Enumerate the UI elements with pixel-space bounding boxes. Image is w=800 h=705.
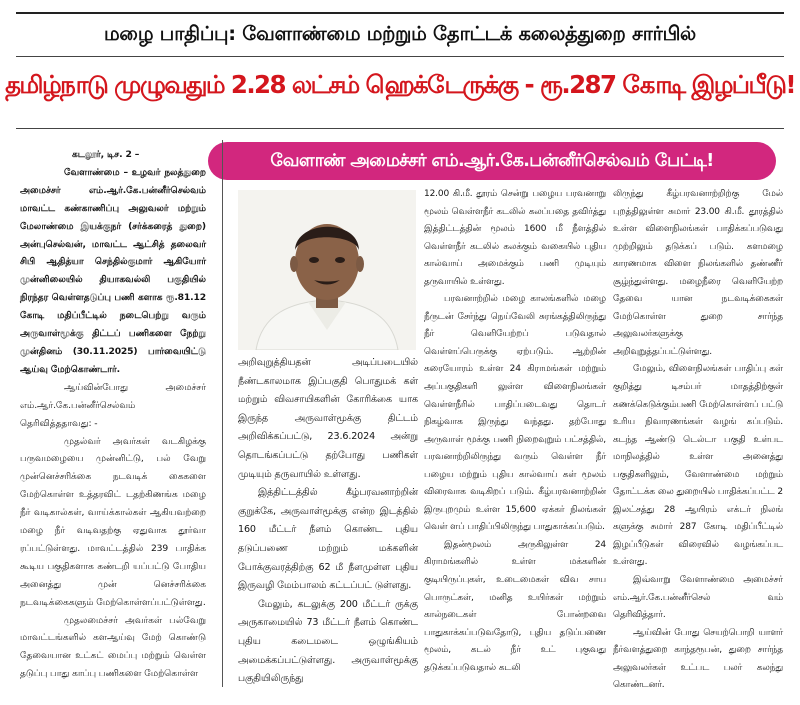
top-rule [16, 12, 784, 14]
article-paragraph: இதன்மூலம் அருகிலுள்ள 24 கிராமங்களில் உள்ள மக்களின் குடியிருப்புகள், உடைமைகள் விவ சாய பொருட்கள், மனித உயிர்கள் மற்றும் கால்நடைகள் போன்றவை பாதுகாக்கப்படுவதோடு, புதிய தடுப்பணை மூலம், கடல் நீர் உட் புகுவது தடுக்கப்படுவதால் கடலி [424, 539, 606, 673]
kicker-headline: மழை பாதிப்பு: வேளாண்மை மற்றும் தோட்டக் கலைத்துறை சார்பில் [104, 22, 696, 45]
kicker-rule [16, 56, 784, 57]
article-column-1 [20, 146, 206, 683]
minister-photo [238, 190, 416, 350]
article-paragraph: மேலும், விளைநிலங்கள் பாதிப்பு கள் குறித்து டிசம்பர் மாதத்திற்குள் கணக்கெடுக்கும்பணி மேற்கொள்ளப் பட்டு உரிய நிவாரணங்கள் வழங் கப்படும். கடந்த ஆண்டு டெல்டா பகுதி உள்பட மாநிலத்தில் உள்ள அனைத்து பகுதிகளிலும், வேளாண்மை மற்றும் தோட்டக்க லை துறையில் பாதிக்கப்பட்ட 2 இலட்சத்து 28 ஆயிரம் எக்டர் நிலங் களுக்கு சுமார் 287 கோடி மதிப்பீட்டில் இழப்பீடுகள் விரைவில் வழங்கப்பட உள்ளது. [613, 364, 783, 568]
article-paragraph: ஆய்வின் போது செயற்பொறி யாளர் நீர்வளத்துறை காந்தரூபன், துறை சார்ந்த அலுவலர்கள் உட்பட பலர் கலந்து கொண்டனர். [613, 627, 783, 691]
headline-rule [16, 128, 784, 129]
quote-banner: வேளாண் அமைச்சர் எம்.ஆர்.கே.பன்னீர்செல்வம் பேட்டி! [208, 142, 776, 180]
article-column-4 [613, 186, 783, 695]
dateline: கடலூர், டிச. 2 – [72, 149, 140, 160]
article-paragraph: வேளாண்மை – உழவர் நலத்துறை அமைச்சர் எம்.ஆர்.கே.பன்னீர்செல்வம் மாவட்ட கண்காணிப்பு அலுவலர் மற்றும் மேலாண்மை இயக்குநர் (சர்க்கரைத் துறை) அன்புசெல்வன், மாவட்ட ஆட்சித் தலைவர் சிபி ஆதித்யா செந்தில்குமார் ஆகியோர் முன்னிலையில் தியாகவல்லி பகுதியில் நிரந்தர வெள்ளதடுப்பு பணி களாக ரூ.81.12 கோடி மதிப்பீட்டில் நடைபெற்று வரும் அருவாள்மூக்கு திட்டப் பணிகளை நேற்று முன்தினம் (30.11.2025) பார்வையிட்டு ஆய்வு மேற்கொண்டார். [20, 166, 206, 375]
main-headline: தமிழ்நாடு முழுவதும் 2.28 லட்சம் ஹெக்டேருக்கு - ரூ.287 கோடி இழப்பீடு! [5, 70, 795, 99]
article-paragraph: இத்திட்டத்தில் கீழ்பரவனாற்றின் குறுக்கே, அருவாள்மூக்கு என்ற இடத்தில் 160 மீட்டர் நீளம் கொண்ட புதிய தடுப்பணை மற்றும் மக்களின் போக்குவரத்திற்கு 62 மீ நீளமுள்ள புதிய இருவழி மேம்பாலம் கட்டப்பட் டுள்ளது. [238, 487, 418, 592]
column-divider [222, 140, 223, 687]
article-paragraph: 12.00 கி.மீ. தூரம் சென்று பழைய பரவனாறு மூலம் வெள்ளநீர் கடலில் கலப்பதை தவிர்த்து இத்திட்டத்தின் மூலம் 1600 மீ நீளத்தில் வெள்ளநீர் கடலில் கலக்கும் வகையில் புதிய கால்வாய் அமைக்கும் பணி முடியும் தருவாயில் உள்ளது. [424, 189, 606, 287]
article-paragraph: முதலமைச்சர் அவர்கள் பல்வேறு மாவட்டங்களில் களஆய்வு மேற் கொண்டு தேவையான உட்கட் மைப்பு மற்றும் வெள்ள தடுப்பு பாது காப்பு பணிகளை மேற்கொள்ள [20, 614, 206, 680]
article-paragraph: இவ்வாறு வேளாண்மை அமைச்சர் எம்.ஆர்.கே.பன்னீர்செல் வம் தெரிவித்தார். [613, 575, 783, 621]
article-paragraph: மேலும், கடலுக்கு 200 மீட்டர் ருக்கு அருகாமையில் 73 மீட்டர் நீளம் கொண்ட புதிய கடைமடை ஒழுங்கியம் அமைக்கப்பட்டுள்ளது. அருவாள்மூக்கு பகுதியிலிருந்து [238, 598, 418, 685]
article-paragraph: முதல்வர் அவர்கள் வடகிழக்கு பருவமழையை முன்னிட்டு, பல் வேறு முன்னெச்சரிக்கை நடவடிக் கைகளை மேற்கொள்ள உத்தரவிட் டதற்கிணங்க மழை நீர் வடிகால்கள், வாய்க்கால்கள் ஆகியவற்றை மழை நீர் வடிவதற்கு ஏதுவாக தூர்வா ரப்பட்டுள்ளது. மாவட்டத்தில் 239 பாதிக்க கூடிய பகுதிகளாக கண்டறி யப்பட்டு போதிய அனைத்து முன் னெச்சரிக்கை நடவடிக்கைகளும் மேற்கொள்ளப்பட்டுள்ளது. [20, 435, 206, 608]
article-paragraph: அறிவுறுத்தியதன் அடிப்படையில் நீண்டகாலமாக இப்பகுதி பொதுமக் கள் மற்றும் விவசாயிகளின் கோரிக்கை யாக இருந்த அருவாள்மூக்கு திட்டம் அறிவிக்கப்பட்டு, 23.6.2024 அன்று தொடங்கப்பட்டு தற்போது பணிகள் முடியும் தருவாயில் உள்ளது. [238, 357, 418, 480]
portrait-image [238, 190, 416, 350]
article-column-2 [238, 354, 418, 689]
article-paragraph: லிருந்து கீழ்பரவனாற்றிற்கு மேல் புறத்திலுள்ள சுமார் 23.00 கி.மீ. தூரத்தில் உள்ள விளைநிலங்கள் பாதிக்கப்படுவது முற்றிலும் தடுக்கப் படும். களமழை காரணமாக விளை நிலங்களில் தண்ணீர் சூழ்ந்துள்ளது. மழைநீரை வெளியேற்ற தேவை யான நடவடிக்கைகள் மேற்கொள்ள துறை சார்ந்த அலுவலர்களுக்கு அறிவுறுத்தப்பட்டுள்ளது. [613, 189, 783, 357]
article-paragraph: பரவனாற்றில் மழை காலங்களில் மழை நீருடன் சேர்ந்து நெய்வேலி சுரங்கத்திலிருந்து நீர் வெளியேற்றப் படுவதால் வெள்ளப்பெருக்கு ஏற்படும். ஆற்றின் கரையோரம் உள்ள 24 கிராமங்கள் மற்றும் அப்பகுதிகளி லுள்ள விளைநிலங்கள் வெள்ளநீரில் பாதிப்படைவது தொடர் நிகழ்வாக இருந்து வந்தது. தற்போது அருவாள் மூக்கு பணி நிறைவுறும் பட்சத்தில், பரவனாற்றிலிருந்து வரும் வெள்ள நீர் பழைய மற்றும் புதிய கால்வாய் கள் மூலம் விரைவாக வடிகிறப் படும். கீழ்பரவனாற்றின் இருபுறமும் உள்ள 15,600 ஏக்கர் நிலங்கள் வெள் ளப் பாதிப்பிலிருந்து பாதுகாக்கப்படும். [424, 294, 606, 533]
article-paragraph: ஆய்வின்போது அமைச்சர் எம்.ஆர்.கே.பன்னீர்செல்வம் தெரிவித்ததாவது: - [20, 381, 206, 429]
article-column-3 [424, 186, 606, 677]
